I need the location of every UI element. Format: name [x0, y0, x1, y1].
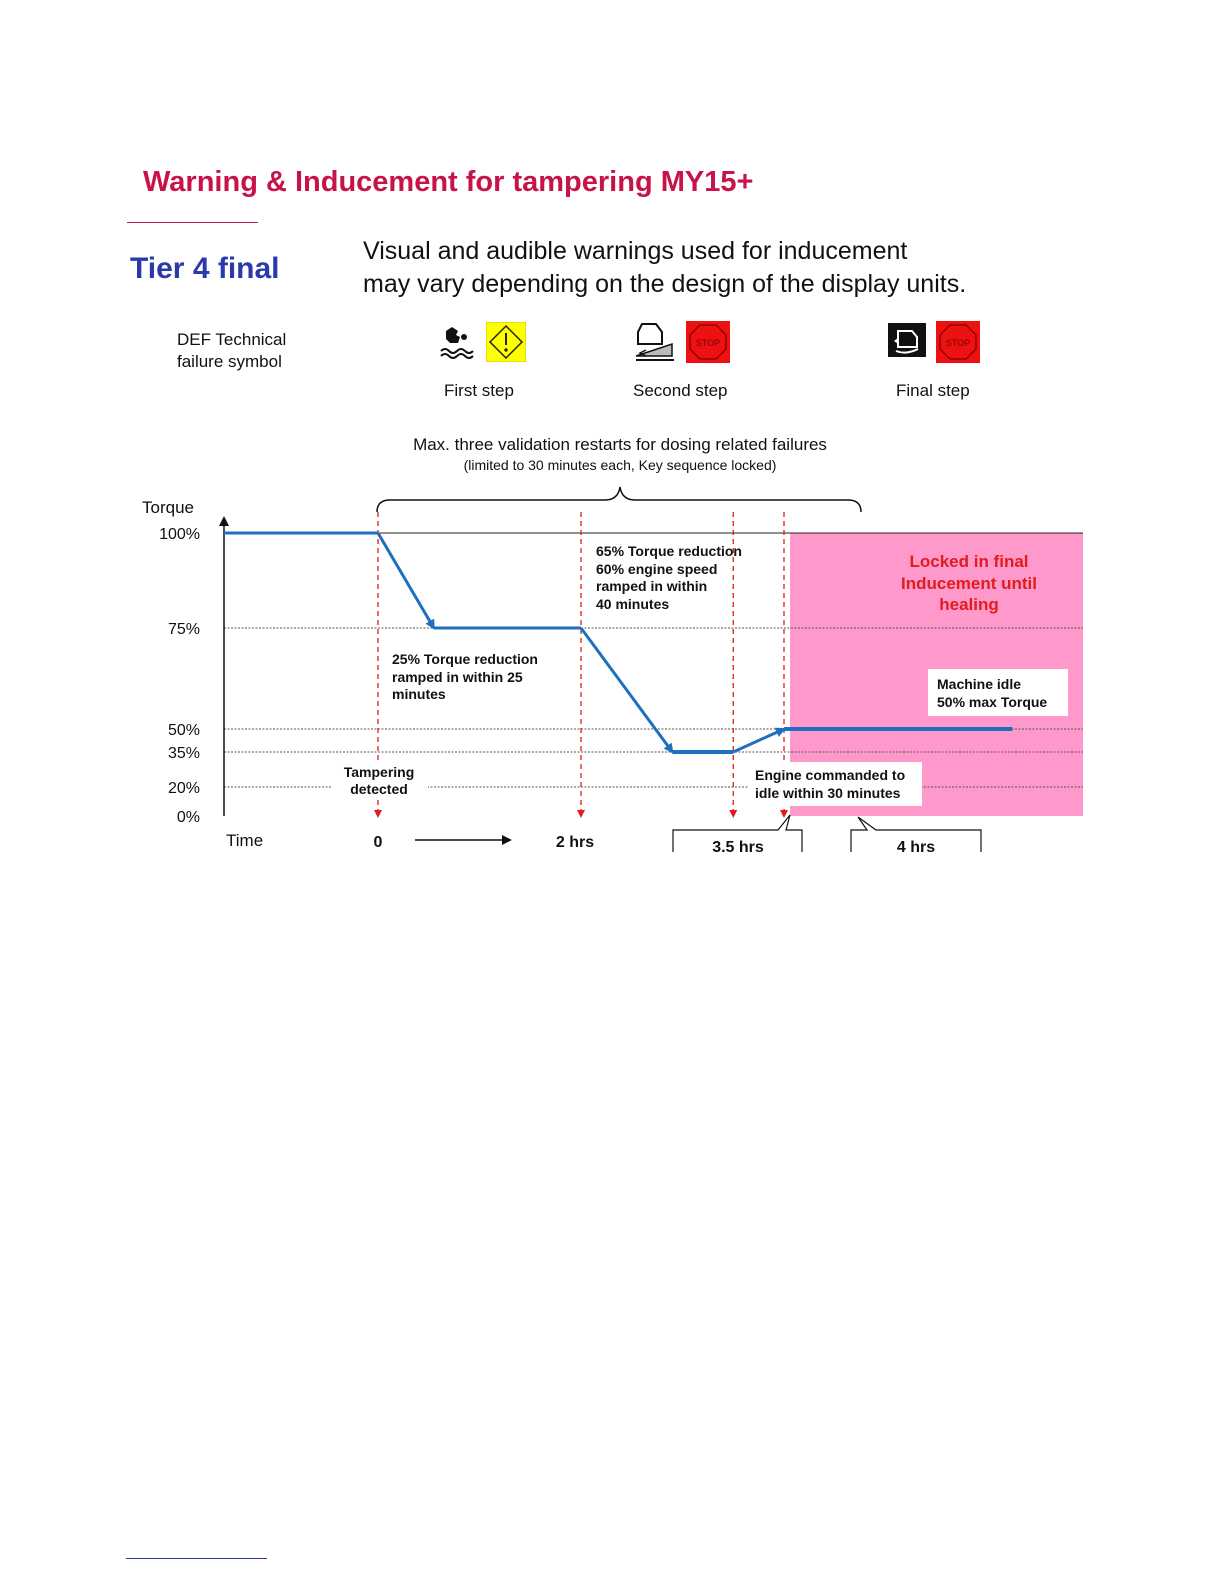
- idle-box-line-2: 50% max Torque: [937, 694, 1048, 710]
- event-arrowhead: [374, 810, 382, 818]
- y-tick-label: 0%: [176, 809, 200, 826]
- stop-text: STOP: [695, 338, 721, 348]
- event-arrowhead: [577, 810, 585, 818]
- x-axis-label: Time: [226, 831, 264, 850]
- event-arrowhead: [729, 810, 737, 818]
- locked-annotation-line-1: Locked in final: [909, 552, 1029, 571]
- stop-text: STOP: [945, 338, 971, 348]
- torque-segment: [378, 533, 434, 628]
- footer-rule: [126, 1558, 267, 1559]
- locked-annotation-line-2: Inducement until: [901, 574, 1037, 593]
- brace-subtitle: (limited to 30 minutes each, Key sequence locked): [463, 457, 777, 473]
- engine-box-line-2: idle within 30 minutes: [755, 785, 901, 801]
- engine-box-line-1: Engine commanded to: [755, 767, 906, 783]
- page-title: Warning & Inducement for tampering MY15+: [143, 166, 754, 198]
- y-tick-label: 35%: [167, 745, 200, 762]
- intro-line-1: Visual and audible warnings used for inducement: [363, 237, 908, 265]
- y-tick-labels: [159, 526, 200, 826]
- y-tick-label: 20%: [167, 780, 200, 797]
- step2-annotation-line-3: ramped in within: [596, 578, 708, 594]
- tier-label: Tier 4 final: [130, 252, 280, 285]
- first-step-label: First step: [444, 381, 514, 400]
- restart-brace: [377, 487, 861, 512]
- def-label-line-2: failure symbol: [177, 352, 282, 371]
- y-tick-label: 100%: [159, 526, 200, 543]
- locked-annotation-line-3: healing: [939, 595, 999, 614]
- y-axis-label: Torque: [142, 498, 194, 517]
- y-tick-label: 50%: [167, 722, 200, 739]
- time-label-4hrs: 4 hrs: [896, 839, 936, 856]
- step2-annotation-line-4: 40 minutes: [596, 596, 670, 612]
- step1-annotation-line-2: ramped in within 25: [392, 669, 523, 685]
- brace-title: Max. three validation restarts for dosing related failures: [413, 435, 827, 454]
- tampering-line-1: Tampering: [343, 764, 415, 780]
- event-arrowhead: [780, 810, 788, 818]
- tampering-line-2: detected: [350, 781, 408, 797]
- time-label-3-5hrs: 3.5 hrs: [712, 839, 764, 856]
- y-tick-label: 75%: [167, 621, 200, 638]
- time-label-0: 0: [373, 834, 383, 851]
- step2-annotation-line-1: 65% Torque reduction: [596, 543, 742, 559]
- step2-annotation-line-2: 60% engine speed: [596, 561, 718, 577]
- torque-segment: [733, 729, 784, 752]
- torque-segment: [581, 628, 672, 752]
- idle-box-line-1: Machine idle: [937, 676, 1022, 692]
- time-label-2hrs: 2 hrs: [555, 834, 595, 851]
- intro-line-2: may vary depending on the design of the display units.: [363, 270, 967, 298]
- step1-annotation-line-3: minutes: [392, 686, 446, 702]
- final-step-label: Final step: [896, 381, 970, 400]
- second-step-label: Second step: [633, 381, 728, 400]
- def-label-line-1: DEF Technical: [177, 330, 287, 349]
- step1-annotation-line-1: 25% Torque reduction: [392, 651, 538, 667]
